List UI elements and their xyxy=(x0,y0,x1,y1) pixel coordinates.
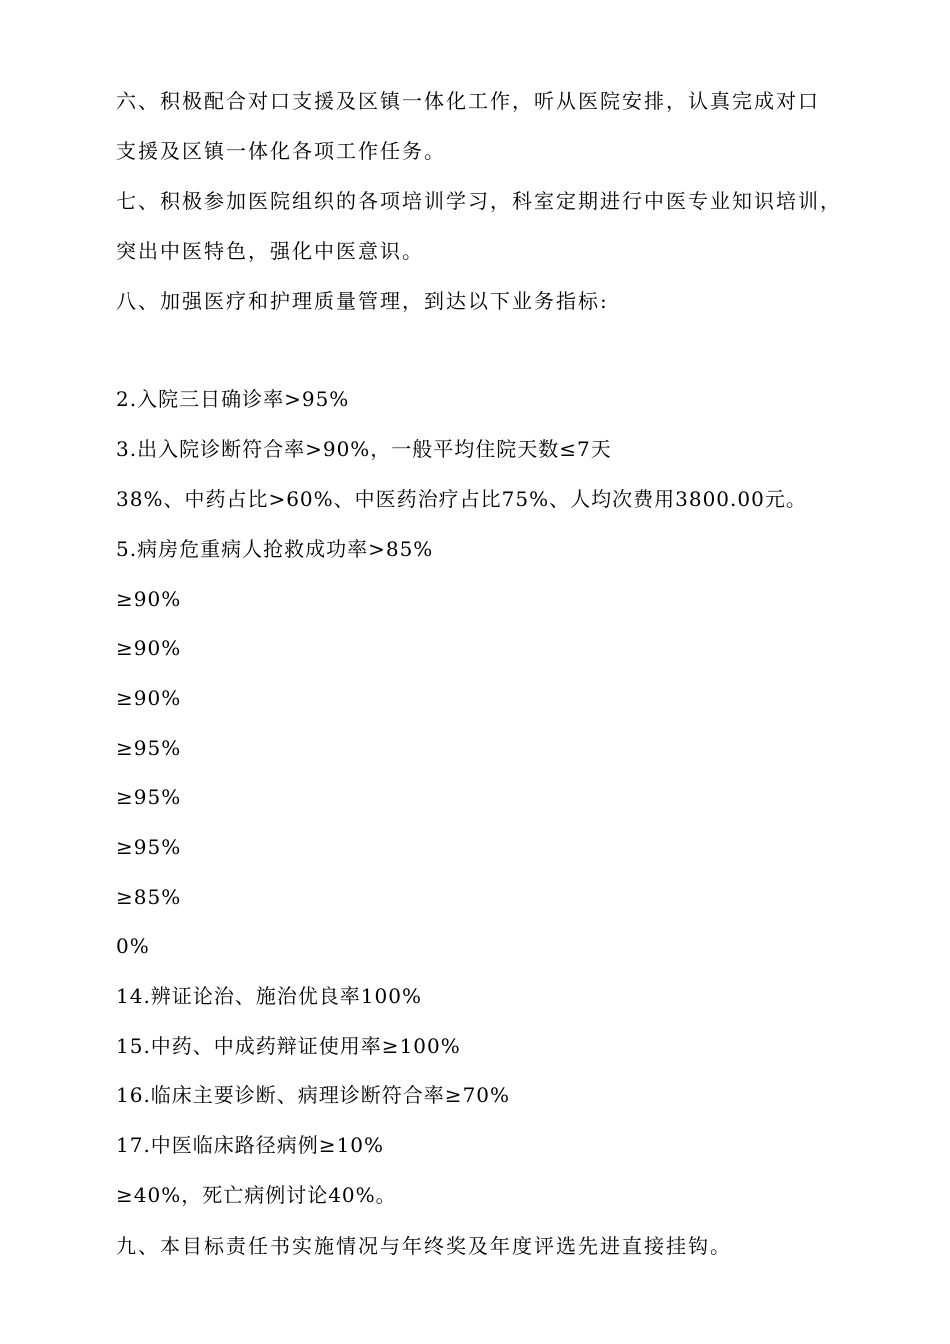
indicator-14: 14.辨证论治、施治优良率100% xyxy=(116,984,422,1008)
indicator-5: 5.病房危重病人抢救成功率>85% xyxy=(116,537,434,561)
indicator-4-continued: 38%、中药占比>60%、中医药治疗占比75%、人均次费用3800.00元。 xyxy=(116,487,807,511)
paragraph-7-line-2: 突出中医特色，强化中医意识。 xyxy=(116,239,424,263)
indicator-15: 15.中药、中成药辩证使用率≥100% xyxy=(116,1034,461,1058)
indicator-18: ≥40%，死亡病例讨论40%。 xyxy=(116,1183,397,1207)
paragraph-6-line-1: 六、积极配合对口支援及区镇一体化工作，听从医院安排，认真完成对口 xyxy=(116,89,820,113)
indicator-12: ≥85% xyxy=(116,885,182,909)
paragraph-9: 九、本目标责任书实施情况与年终奖及年度评选先进直接挂钩。 xyxy=(116,1234,732,1258)
indicator-10: ≥95% xyxy=(116,785,182,809)
paragraph-7-line-1: 七、积极参加医院组织的各项培训学习，科室定期进行中医专业知识培训， xyxy=(116,189,842,213)
indicator-6: ≥90% xyxy=(116,587,182,611)
indicator-16: 16.临床主要诊断、病理诊断符合率≥70% xyxy=(116,1083,511,1107)
indicator-7: ≥90% xyxy=(116,636,182,660)
indicator-2: 2.入院三日确诊率>95% xyxy=(116,387,350,411)
indicator-8: ≥90% xyxy=(116,686,182,710)
indicator-13: 0% xyxy=(116,934,150,958)
indicator-11: ≥95% xyxy=(116,835,182,859)
indicator-17: 17.中医临床路径病例≥10% xyxy=(116,1133,385,1157)
paragraph-8-heading: 八、加强医疗和护理质量管理，到达以下业务指标: xyxy=(116,289,609,313)
paragraph-6-line-2: 支援及区镇一体化各项工作任务。 xyxy=(116,139,446,163)
indicator-9: ≥95% xyxy=(116,736,182,760)
indicator-3: 3.出入院诊断符合率>90%，一般平均住院天数≤7天 xyxy=(116,437,612,461)
